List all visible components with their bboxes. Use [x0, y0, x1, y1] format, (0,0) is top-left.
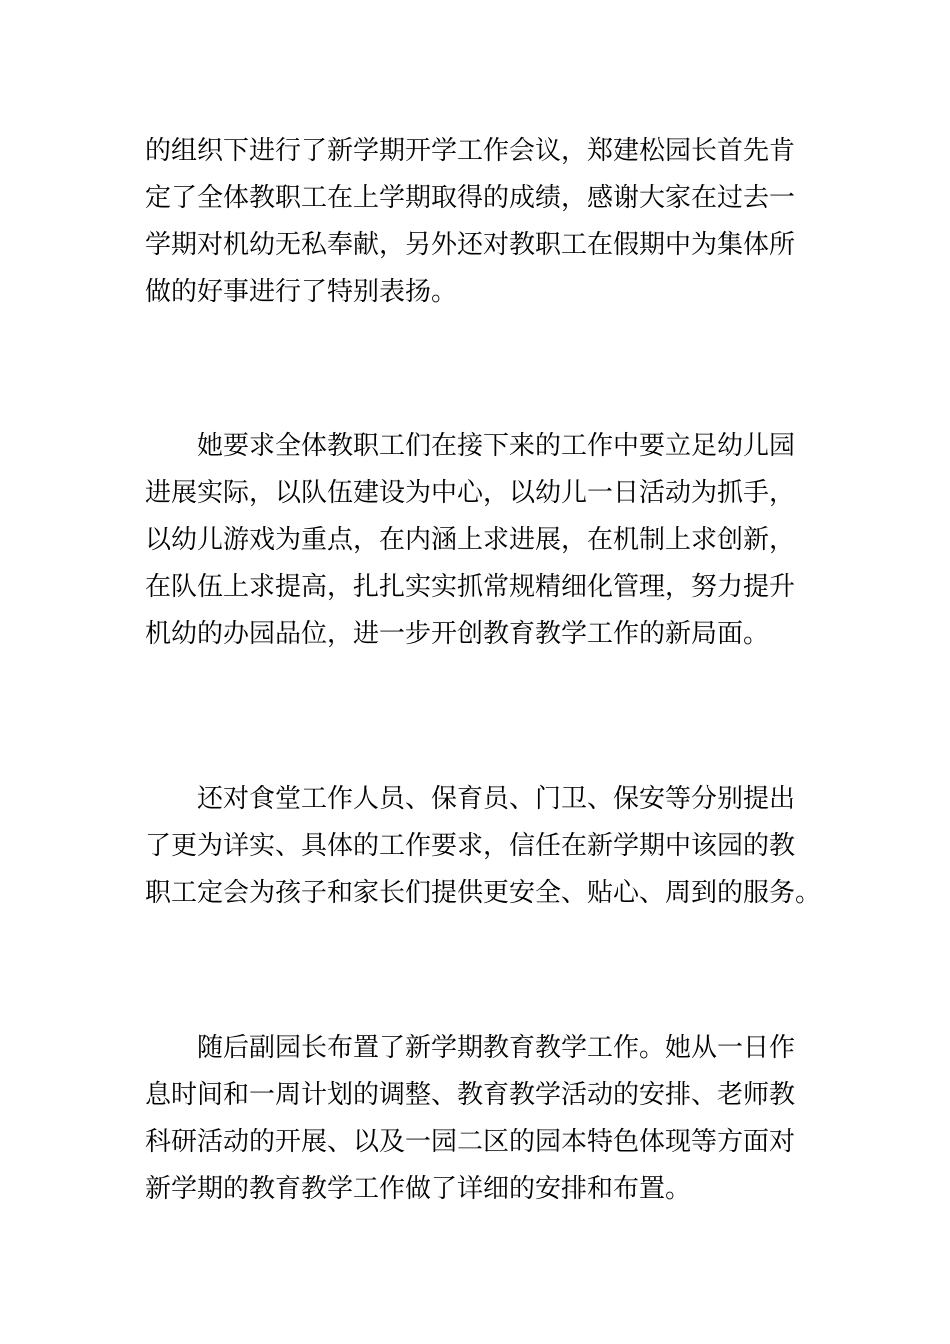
text-line: 随后副园长布置了新学期教育教学工作。她从一日作: [145, 1033, 796, 1063]
text-line: 新学期的教育教学工作做了详细的安排和布置。: [145, 1174, 692, 1204]
text-line: 的组织下进行了新学期开学工作会议，郑建松园长首先肯: [145, 136, 796, 166]
text-line: 职工定会为孩子和家长们提供更安全、贴心、周到的服务。: [145, 878, 822, 908]
text-line: 做的好事进行了特别表扬。: [145, 277, 458, 307]
text-line: 定了全体教职工在上学期取得的成绩，感谢大家在过去一: [145, 183, 796, 213]
text-line: 学期对机幼无私奉献，另外还对教职工在假期中为集体所: [145, 230, 796, 260]
text-line: 还对食堂工作人员、保育员、门卫、保安等分别提出: [145, 784, 796, 814]
text-line: 她要求全体教职工们在接下来的工作中要立足幼儿园: [145, 431, 796, 461]
text-line: 进展实际，以队伍建设为中心，以幼儿一日活动为抓手，: [145, 478, 796, 508]
text-line: 科研活动的开展、以及一园二区的园本特色体现等方面对: [145, 1127, 796, 1157]
text-line: 了更为详实、具体的工作要求，信任在新学期中该园的教: [145, 831, 796, 861]
text-line: 在队伍上求提高，扎扎实实抓常规精细化管理，努力提升: [145, 572, 796, 602]
paragraph-4: [145, 1025, 815, 1213]
paragraph-1: [145, 128, 815, 316]
paragraph-3: [145, 776, 822, 917]
text-line: 机幼的办园品位，进一步开创教育教学工作的新局面。: [145, 619, 770, 649]
paragraph-2: [145, 423, 815, 658]
text-line: 息时间和一周计划的调整、教育教学活动的安排、老师教: [145, 1080, 796, 1110]
text-line: 以幼儿游戏为重点，在内涵上求进展，在机制上求创新，: [145, 525, 796, 555]
